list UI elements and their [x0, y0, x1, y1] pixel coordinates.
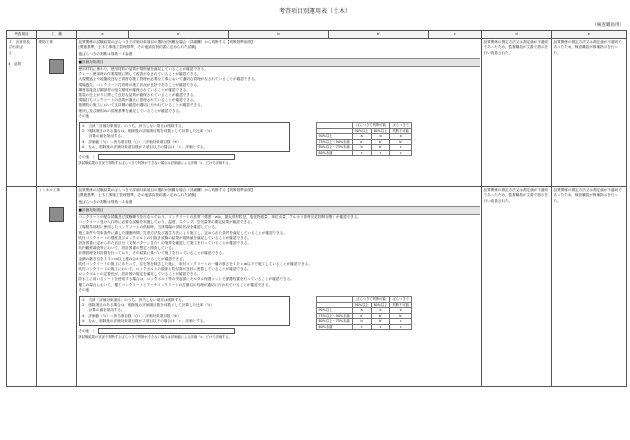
examiner-label: （検査職員用）: [592, 23, 624, 28]
evaluation-table: [6, 30, 627, 387]
list-item: 埋戻し及び締固めの管理基準を満足していることが確認できる。: [78, 108, 183, 113]
notes-block: [79, 122, 290, 160]
list-item: 現場打ちコンクリートの品質が適正に管理されていることが確認できる。: [78, 98, 198, 103]
criteria-line: 品質関係の試験結果のばらつきで評価対象項目の選択が困難な場合（詳細欄）から判断する【判断基準参照】: [78, 188, 255, 193]
other-row: [79, 328, 290, 334]
header-b2: b': [329, 31, 429, 39]
header-a: a: [77, 31, 129, 39]
grade-cell: b: [371, 134, 390, 140]
list-item: 吹付コンクリートの施工にあたって，浮石等を除去した後に，吹付コンクリートの一層の厚さを１０ｃｍ以下で施工していることが確認できる。: [78, 261, 312, 266]
content-cell: [77, 187, 482, 387]
grade-cell: b: [390, 308, 411, 314]
grade-table: [316, 122, 412, 156]
list-item: その他: [78, 287, 90, 292]
other-row: [79, 154, 290, 160]
lower-section: [79, 296, 480, 334]
grade-cell: c: [390, 319, 411, 325]
other-input[interactable]: [98, 154, 235, 160]
table-row: [7, 39, 627, 187]
grade-cell: 60%未満: [316, 150, 352, 156]
criteria-line: 品質関係の試験結果のばらつきで評価対象項目の選択が困難な場合（詳細欄）から判断する【判断基準参照】: [78, 40, 255, 45]
note-line: ① 当該「評価対象項目」のうち，該当しない項目は削除する。: [81, 124, 186, 129]
e-cell: 品質関係の測定方法又は測定値が不適切であったため，検査職員が修補指示を行った。: [552, 187, 627, 387]
grade-cell: b': [371, 139, 390, 145]
section-title: ■評価対象項目: [79, 59, 480, 67]
header-item: 考査項目: [7, 31, 37, 39]
list-item: 吹付コンクリートの施工において，ロックボルトの頭部と吹付面が良好に密着していることが確認できる。: [78, 267, 251, 272]
grade-cell: c: [390, 324, 411, 330]
notes-box: [79, 296, 290, 326]
other-label: その他 〔: [78, 155, 95, 160]
grade-head: ばらつきで判断可能: [352, 123, 390, 129]
list-item: 覆工の場合において，覆工コンクリートとアーチコンクリートの打継目の処理が適切に行われていることが確認できる。: [78, 282, 273, 287]
section-title: ■評価対象項目: [79, 207, 480, 215]
note-line: ③ 評価値（％）＝該当項目数（○）／評価対象項目数（※）: [81, 139, 181, 144]
grade-block: [296, 122, 412, 160]
grade-footnote: 該試験結果の状況で判断するばらつきで判断ができない場合は評価値による評価「c」だけで評価する。: [78, 161, 232, 166]
gray-indicator: [49, 59, 64, 74]
grade-cell: a': [352, 313, 371, 319]
note-line: 計算の値を採用する。: [81, 308, 125, 313]
grade-cell: 75%以上～90%未満: [316, 139, 352, 145]
grade-sub: 判断不可能: [390, 128, 411, 134]
criteria-line: [関連基準，土木工事施工管理基準，その他請負契約書に定められた試験]: [78, 45, 197, 50]
list-item: コンクリート受け入れ時に必要な試験を実施しており，温度，スランプ，空気量等の測定結果が確認できる。: [78, 220, 255, 225]
sub-header: 他ばらつきの判断は別紙－４参照: [79, 199, 480, 207]
note-line: ② 削除項目のある場合は，削除後の評価項目数を母数として計算した比率（％）: [81, 129, 215, 134]
grade-row: [316, 324, 411, 330]
other-input[interactable]: [98, 328, 235, 334]
header-type: 工 種: [37, 31, 77, 39]
notes-box: [79, 122, 290, 152]
grade-cell: 90%以上: [316, 134, 352, 140]
list-item: ロックボルトの定着長が，設計図の規定を満足していることが確認できる。: [78, 272, 201, 277]
sub-header: 他ばらつきの判断は別紙－４参照: [79, 51, 480, 59]
check-list: [79, 67, 480, 119]
table-header-row: [7, 31, 627, 39]
grade-cell: b': [371, 313, 390, 319]
header-c: c: [429, 31, 482, 39]
grade-cell: a: [352, 134, 371, 140]
item-line: Ⅱ．品質: [8, 61, 22, 66]
grade-sub: 90%以上: [352, 128, 371, 134]
grade-sub: 80%以上: [371, 302, 390, 308]
grade-cell: b: [390, 134, 411, 140]
grade-cell: b: [371, 308, 390, 314]
note-line: ② 削除項目のある場合は，削除後の評価項目数を母数として計算した比率（％）: [81, 303, 215, 308]
list-item: 鋼材溶接及び鋼部材の組立精度が確保されていることが確認できる。: [78, 87, 190, 92]
grade-head: ばらつきで: [390, 123, 411, 129]
grade-cell: a: [352, 308, 371, 314]
grade-cell: 60%以上～75%未満: [316, 319, 352, 325]
list-item: 設計図書に定められた岩区分（支保パターン含む）の境界を確認して施工を行っていることが確認できる。: [78, 241, 251, 246]
grade-head: ばらつきで判断可能: [352, 297, 390, 303]
grade-cell: 75%以上～90%未満: [316, 313, 352, 319]
grade-cell: b: [352, 319, 371, 325]
grade-cell: c: [352, 150, 371, 156]
grade-cell: b': [390, 313, 411, 319]
grade-head: ばらつきで: [390, 297, 411, 303]
grade-cell: c: [352, 324, 371, 330]
lower-section: [79, 122, 480, 160]
work-type: 堤防工事: [38, 40, 53, 45]
list-item: 坑内観察調査等において，設計図書の想定と照査している。: [78, 246, 176, 251]
notes-block: [79, 296, 290, 334]
list-item: 塗装の仕上がりに関して良好な品質が確保されていることが確認できる。: [78, 93, 198, 98]
criteria-line: [関連基準，土木工事施工管理基準，その他請負契約書に定められた試験]: [78, 193, 197, 198]
list-item: コンクリートの配合試験及び試験練りを行なっており，コンクリートの品質（強度・w/c，最大骨材粒径，塩化物総量，単位水量，アルカリ骨材反応抑制対策）が確認できる。: [78, 215, 362, 220]
grade-table: [316, 296, 412, 330]
list-item: 現場養生，コンクリート打設時の施工状況が良好であることが確認できる。: [78, 82, 201, 87]
grade-cell: c: [390, 145, 411, 151]
item-line: え: [8, 50, 13, 55]
e-cell: 品質関係の測定方法又は測定値が不適切であったため，検査職員が修補指示を行った。: [552, 39, 627, 187]
note-line: ① 当該「評価対象項目」のうち，該当しない項目は削除する。: [81, 298, 186, 303]
list-item: 基礎杭の施工において支持層の確認が適切に行われていることが確認できる。: [78, 103, 205, 108]
grade-cell: c: [390, 150, 411, 156]
work-type: トンネル工事: [38, 188, 60, 193]
grade-block: [296, 296, 412, 334]
list-item: 計測管理をＢ計測を行っており，その結果に基づいて施工を行っていることが確認できる。: [78, 251, 226, 256]
gray-indicator: [49, 207, 64, 222]
note-line: ③ 評価値（％）＝該当項目数（○）／評価対象項目数（※）: [81, 313, 181, 318]
item-line: ３．出来形及: [8, 40, 31, 45]
list-item: 金網の継ぎ目を１５ｃｍ以上重ね合わせていることが確認できる。: [78, 256, 187, 261]
grade-cell: 60%未満: [316, 324, 352, 330]
content-cell: [77, 39, 482, 187]
list-item: 吹付コンクリートの強度及びロックボルトの引抜き試験の結果が規格値を満足していることが確認できる。: [78, 235, 251, 240]
list-item: 使用材料に係わり，使用材料の品質が規格値を満足していることが確認できる。: [78, 67, 208, 72]
item-line: び出来ば: [8, 45, 23, 50]
note-line: ④ なお，削除後の評価対象項目数が２項目以下の場合は「ｃ」評価とする。: [81, 144, 207, 149]
grade-row: [316, 150, 411, 156]
list-item: 施工条件や気象条件に適した運搬時間，打設方法及び養生方法により施工し，定められた条件を満足していることが確認できる。: [78, 230, 287, 235]
grade-cell: b': [371, 319, 390, 325]
d-cell: 品質関係の測定方法又は測定値が不適切であったため，監督職員が文書で指示を行い改善された。: [482, 39, 552, 187]
list-item: クレーン使用時の作業環境に関して改善がなされていることが確認できる。: [78, 72, 201, 77]
grade-cell: 60%以上～75%未満: [316, 145, 352, 151]
list-item: その他: [78, 113, 90, 118]
list-item: 大規模盛土や地盤改良など高度な施工管理が必要な工事において適切な管理がなされていることが確認できる。: [78, 77, 259, 82]
grade-footnote: 該試験結果の状況で判断するばらつきで判断ができない場合は評価値による評価「c」だけで評価する。: [78, 335, 232, 340]
item-cell: [7, 187, 37, 387]
grade-cell: a': [352, 139, 371, 145]
header-d: d: [482, 31, 552, 39]
header-e: e: [552, 31, 627, 39]
grade-sub: 90%以上: [352, 302, 371, 308]
list-item: 防水工に用いるシートを使用する場合は，ロックボルト等の突起部にモルタル保護マットで保護処置を行っていることが確認できる。: [78, 277, 294, 282]
list-item: 工場製作部材に使用したコンクリートの供給時，当該現場の供給状況を確認している。: [78, 225, 219, 230]
grade-cell: c: [371, 324, 390, 330]
grade-sub: 80%以上: [371, 128, 390, 134]
grade-cell: b': [390, 139, 411, 145]
type-cell: [37, 39, 77, 187]
document-title: 考査項目別運用表（土木）: [278, 8, 351, 15]
grade-sub: 判断不可能: [390, 302, 411, 308]
grade-cell: c: [371, 150, 390, 156]
note-line: ④ なお，削除後の評価対象項目数が２項目以下の場合は「ｃ」評価とする。: [81, 318, 207, 323]
item-cell: [7, 39, 37, 187]
table-row: [7, 187, 627, 387]
grade-cell: b': [371, 145, 390, 151]
note-line: 計算の値を採用する。: [81, 134, 125, 139]
d-cell: 品質関係の測定方法又は測定値が不適切であったため，監督職員が文書で指示を行い改善された。: [482, 187, 552, 387]
header-a2: a': [129, 31, 229, 39]
other-label: その他 〔: [78, 329, 95, 334]
header-b: b: [229, 31, 329, 39]
grade-cell: b: [352, 145, 371, 151]
check-list: [79, 215, 480, 293]
type-cell: [37, 187, 77, 387]
grade-cell: 90%以上: [316, 308, 352, 314]
